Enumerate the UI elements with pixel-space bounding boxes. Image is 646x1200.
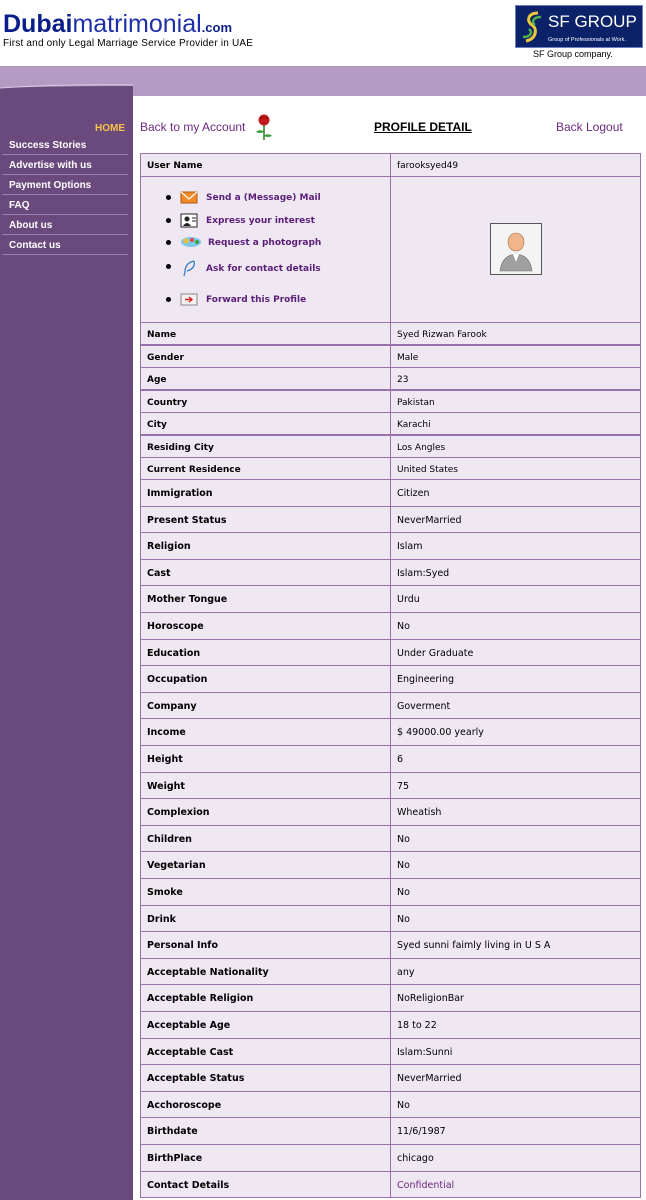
table-row: [140, 825, 641, 853]
row-divider: [390, 533, 391, 559]
field-label: BirthPlace: [147, 1153, 203, 1164]
field-label: Immigration: [147, 488, 213, 499]
table-row: [140, 457, 641, 480]
field-value: No: [397, 621, 410, 632]
sidebar-item-about-us[interactable]: About us: [2, 216, 128, 235]
sidebar: [0, 96, 133, 1200]
logo-dubai: Dubai: [3, 10, 73, 38]
sf-group-logo[interactable]: [515, 5, 643, 48]
row-divider: [390, 1065, 391, 1091]
field-value: Islam:Sunni: [397, 1046, 453, 1058]
table-row: [140, 585, 641, 613]
row-divider: [390, 586, 391, 612]
row-divider: [390, 959, 391, 985]
table-row: [140, 984, 641, 1012]
row-divider: [390, 346, 391, 367]
field-value: No: [397, 1099, 410, 1111]
field-value: Pakistan: [397, 397, 435, 408]
row-divider: [390, 391, 391, 412]
profile-photo-placeholder: [490, 223, 542, 275]
table-row: [140, 322, 641, 345]
table-row: [140, 479, 641, 507]
row-divider: [390, 666, 391, 692]
site-header: [0, 0, 646, 66]
field-value: 23: [397, 375, 409, 385]
sidebar-item-advertise[interactable]: Advertise with us: [2, 156, 128, 175]
field-label: Complexion: [147, 807, 210, 819]
table-row: [140, 1011, 641, 1039]
row-divider: [390, 368, 391, 389]
row-divider: [390, 480, 391, 506]
request-photo-label: Request a photograph: [208, 238, 322, 248]
back-logout-link[interactable]: Back Logout: [556, 120, 623, 134]
row-divider: [390, 799, 391, 825]
forward-icon: [180, 292, 198, 307]
field-label: Smoke: [147, 887, 183, 898]
header-band: [0, 66, 646, 96]
row-divider: [390, 1145, 391, 1171]
row-divider: [390, 826, 391, 852]
sidebar-item-payment-options[interactable]: Payment Options: [2, 176, 128, 195]
row-divider: [390, 906, 391, 932]
table-row: [140, 931, 641, 959]
field-value: Syed Rizwan Farook: [397, 330, 487, 340]
field-value: Wheatish: [397, 807, 442, 819]
row-divider: [390, 154, 391, 176]
field-label: Age: [147, 375, 167, 385]
table-row: [140, 798, 641, 826]
field-value: Los Angles: [397, 442, 446, 453]
table-row: [140, 692, 641, 720]
field-label: Mother Tongue: [147, 594, 228, 606]
field-label: Income: [147, 727, 186, 739]
photo-request-icon: [180, 235, 202, 250]
field-value: NeverMarried: [397, 1073, 462, 1085]
field-label: Vegetarian: [147, 860, 206, 872]
field-value: No: [397, 833, 410, 845]
field-label: Acceptable Age: [147, 1020, 231, 1031]
row-divider: [390, 413, 391, 434]
field-label: Acceptable Cast: [147, 1046, 234, 1058]
site-tagline: First and only Legal Marriage Service Provider in UAE: [3, 38, 254, 49]
field-value: NeverMarried: [397, 514, 462, 526]
table-row: [140, 958, 641, 986]
field-label: Horoscope: [147, 621, 204, 632]
field-value: No: [397, 887, 410, 898]
field-value: $ 49000.00 yearly: [397, 727, 484, 739]
table-row-username: [140, 153, 641, 177]
table-row: [140, 412, 641, 435]
row-divider: [390, 1172, 391, 1198]
field-value: chicago: [397, 1153, 434, 1164]
field-label: Residing City: [147, 442, 214, 453]
field-value: Goverment: [397, 700, 451, 712]
row-divider: [390, 746, 391, 772]
field-value: Karachi: [397, 420, 431, 430]
table-row: [140, 851, 641, 879]
field-label: Occupation: [147, 674, 208, 686]
field-value: 75: [397, 780, 410, 792]
profile-actions-row: [140, 176, 641, 323]
ask-contact-label: Ask for contact details: [206, 264, 321, 274]
field-label: Current Residence: [147, 465, 241, 475]
field-label: Personal Info: [147, 940, 218, 952]
table-row: [140, 745, 641, 773]
row-divider: [390, 613, 391, 639]
bullet: [166, 264, 171, 269]
field-value: Islam: [397, 541, 423, 553]
table-row: [140, 1171, 641, 1199]
avatar-icon: [491, 224, 541, 274]
sidebar-item-success-stories[interactable]: Success Stories: [2, 136, 128, 155]
row-divider: [390, 1039, 391, 1065]
field-value: No: [397, 860, 410, 872]
table-row: [140, 1117, 641, 1145]
bullet: [166, 195, 171, 200]
table-row: [140, 718, 641, 746]
field-label: Education: [147, 647, 201, 659]
field-value: 6: [397, 754, 404, 765]
field-label: Acceptable Nationality: [147, 966, 269, 978]
field-label: Cast: [147, 567, 171, 579]
row-divider: [390, 560, 391, 586]
field-value: United States: [397, 465, 458, 475]
field-label: Country: [147, 397, 188, 408]
table-row: [140, 532, 641, 560]
row-divider: [390, 985, 391, 1011]
mail-icon: [180, 190, 198, 205]
row-divider: [390, 436, 391, 457]
field-value: Engineering: [397, 674, 454, 686]
row-divider: [390, 879, 391, 905]
table-row: [140, 367, 641, 390]
field-value: Male: [397, 352, 419, 363]
field-label: Weight: [147, 780, 185, 792]
sf-group-title: SF GROUP: [548, 12, 637, 31]
row-divider: [390, 323, 391, 344]
field-value: Citizen: [397, 488, 430, 499]
row-divider: [390, 1012, 391, 1038]
field-label: Acchoroscope: [147, 1099, 222, 1111]
express-interest-label: Express your interest: [206, 216, 315, 226]
username-value: farooksyed49: [397, 161, 459, 171]
row-divider: [390, 773, 391, 799]
row-divider: [390, 177, 391, 322]
row-divider: [390, 1092, 391, 1118]
table-row: [140, 1144, 641, 1172]
sf-group-subtitle: Group of Professionals at Work.: [548, 37, 626, 43]
field-value: Islam:Syed: [397, 567, 450, 579]
row-divider: [390, 507, 391, 533]
field-label: Children: [147, 833, 192, 845]
row-divider: [390, 852, 391, 878]
logo-com: .com: [201, 20, 232, 35]
field-value: NoReligionBar: [397, 993, 464, 1005]
field-label: Present Status: [147, 514, 227, 526]
table-row: [140, 905, 641, 933]
field-value: any: [397, 966, 415, 978]
feather-icon: [180, 259, 198, 277]
row-divider: [390, 719, 391, 745]
bullet: [166, 218, 171, 223]
field-label: Company: [147, 700, 197, 712]
table-row: [140, 1038, 641, 1066]
table-row: [140, 772, 641, 800]
send-mail-label: Send a (Message) Mail: [206, 193, 321, 203]
field-label: Birthdate: [147, 1126, 198, 1138]
field-label: Drink: [147, 913, 176, 925]
bullet: [166, 240, 171, 245]
row-divider: [390, 932, 391, 958]
field-label: City: [147, 420, 167, 430]
sidebar-home-link[interactable]: HOME: [95, 123, 125, 134]
field-label: Acceptable Religion: [147, 993, 254, 1005]
table-row: [140, 390, 641, 413]
field-value: Syed sunni faimly living in U S A: [397, 940, 551, 952]
sf-swirl-icon: [520, 9, 544, 45]
username-label: User Name: [147, 161, 203, 171]
field-value: Urdu: [397, 594, 420, 606]
page-title: PROFILE DETAIL: [374, 120, 472, 134]
sidebar-item-faq[interactable]: FAQ: [2, 196, 128, 215]
table-row: [140, 506, 641, 534]
forward-profile-label: Forward this Profile: [206, 295, 307, 305]
table-row: [140, 639, 641, 667]
row-divider: [390, 640, 391, 666]
rose-icon: [253, 113, 275, 141]
field-value[interactable]: Confidential: [397, 1179, 455, 1191]
table-row: [140, 878, 641, 906]
field-value: Under Graduate: [397, 647, 474, 659]
field-value: No: [397, 913, 410, 925]
field-value: 18 to 22: [397, 1020, 437, 1031]
back-to-account-link[interactable]: Back to my Account: [140, 120, 246, 134]
row-divider: [390, 458, 391, 479]
row-divider: [390, 693, 391, 719]
table-row: [140, 345, 641, 368]
logo-matrimonial: matrimonial: [72, 10, 202, 38]
sidebar-item-contact-us[interactable]: Contact us: [2, 236, 128, 255]
field-label: Contact Details: [147, 1179, 230, 1191]
table-row: [140, 612, 641, 640]
field-label: Gender: [147, 352, 184, 363]
table-row: [140, 435, 641, 458]
bullet: [166, 297, 171, 302]
field-value: 11/6/1987: [397, 1126, 446, 1138]
row-divider: [390, 1118, 391, 1144]
field-label: Name: [147, 330, 177, 340]
field-label: Acceptable Status: [147, 1073, 245, 1085]
table-row: [140, 1091, 641, 1119]
table-row: [140, 559, 641, 587]
field-label: Religion: [147, 541, 191, 553]
table-row: [140, 1064, 641, 1092]
sf-company-text: SF Group company.: [533, 49, 613, 59]
table-row: [140, 665, 641, 693]
contact-card-icon: [180, 213, 198, 228]
field-label: Height: [147, 754, 183, 765]
